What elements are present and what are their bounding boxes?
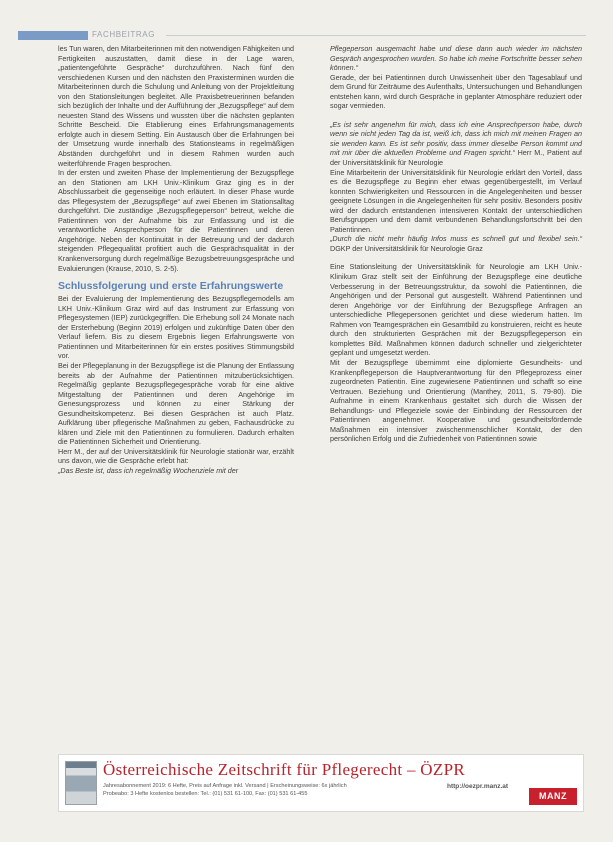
paragraph: Mit der Bezugspflege übernimmt eine diplomierte Gesundheits- und Krankenpflegeperson die Hauptverantwortung für den Pflegeprozess einer zugeordneten Patientin. Eine zugewiesene Patientinnen und schafft so eine Vertrauen. Beziehung und Orientierung (Manthey, 2011, S. 79-80). Die Aufnahme in einem Krankenhaus gestaltet sich durch die Wissen der Behandlungs- und Pflegeziele sowie der Einbindung der Ressourcen der Patientinnen angenehmer. Kooperative und gesundheitsfördernde Maßnahmen ein intensiver zwischenmenschlicher Kontakt, der den persönlichen Erfolg und die Zufriedenheit von Patientinnen sowie [330,357,582,444]
paragraph: In der ersten und zweiten Phase der Implementierung der Bezugspflege an den Stationen am LKH Univ.-Klinikum Graz ging es in der Abschlussarbeit die gegenseitige noch erläutert. In dieser Phase wurde das Pflegesystem der „Bezugspflege“ auf zwei Ebenen im Stationsalltag durchgeführt. Die zuständige „Bezugspflegeperson“ betreut, welche die Patientinnen von der Aufnahme bis zur Entlassung und ist die verantwortliche Ansprechperson für die Patientinnen und deren Angehörige. Neben der Kontinuität in der Betreuung und der dadurch steigenden Pflegequalität profitiert auch die Gesprächsqualität in der Krankenversorgung durch regelmäßige Bezugsbetreuungsgespräche und Evaluierungen (Krause, 2010, S. 2-5). [58,168,294,273]
spacer [330,253,582,262]
paragraph: Eine Stationsleitung der Universitätsklinik für Neurologie am LKH Univ.-Klinikum Graz stellt seit der Einführung der Bezugspflege eine deutliche Verbesserung in der Betreuungsstruktur, da sowohl die Patientinnen, die Angehörigen und der Personal gut ausgestellt. Während Patientinnen und deren Angehörige vor der Einführung der Bezugspflege Anfragen an unterschiedliche Pflegepersonen gerichtet und diese wiederum hatten. Im Rahmen von Teamgesprächen ein Gesamtbild zu konstruieren, reicht es heute durch den strukturierten Gesprächen mit der Bezugspflegeperson ein komplettes Bild. Maßnahmen können dadurch schneller und zielgerichteter geplant und umgesetzt werden. [330,262,582,358]
ad-info [103,783,403,798]
quote-text: „Es ist sehr angenehm für mich, dass ich eine Ansprechperson habe, durch wenn sie nicht jeden Tag da ist, weiß ich, dass ich mich mit meinen Fragen an sie wenden kann. Es ist sehr positiv, dass immer dieselbe Person kommt und mit mir über die aktuellen Probleme und Fragen spricht.“ [330,119,582,158]
publisher-logo: MANZ [529,788,577,805]
quote-attribution: DGKP der Universitätsklinik für Neurologie Graz [330,243,483,253]
ad-info-line: Jahresabonnement 2019: 6 Hefte, Preis auf Anfrage inkl. Versand | Erscheinungsweise: 6x jährlich [103,783,347,789]
section-heading: Schlussfolgerung und erste Erfahrungswerte [58,280,284,293]
patient-quote: „Das Beste ist, dass ich regelmäßig Wochenziele mit der [58,465,239,475]
paragraph: les Tun waren, den Mitarbeiterinnen mit den notwendigen Fähigkeiten und Fertigkeiten auszustatten, damit diese in der Lage waren, „patientengeführte Gespräche“ durchzuführen. Nach fünf den verschiedenen Kursen und den nächsten den Praxisterminen wurden die Mitarbeiterinnen durch die Schulung und Anleitung von der Projektleitung von den Stationsleitungen begleitet. Alle Praxisbetreuerinnen befanden sich bezüglich der Inhalte und der Aufführung der „Bezugspflege“ auf dem neuesten Stand des Wissens und wussten über die nächsten geplanten Schritte Bescheid. Die Etablierung eines Erfahrungsmanagements erfolgte auch in diesem Setting. Ein Austausch über die Erfahrungen bei der Umsetzung wurde innerhalb des Stationsteams in regelmäßigen Abständen durchgeführt und in diesem Rahmen wurden auch weiterführende Fragen besprochen. [58,44,294,168]
quote-attribution: Herr M., Patient auf der Universitätsklinik für Neurologie [330,148,583,168]
section-label: FACHBEITRAG [92,30,156,39]
header-rule [166,35,586,36]
patient-quote-continued: Pflegeperson ausgemacht habe und diese dann auch wieder im nächsten Gespräch angesprochen wurden. So habe ich meine Fortschritte besser sehen können.“ [330,44,582,73]
ad-url-link[interactable]: http://oezpr.manz.at [447,783,509,790]
paragraph: Gerade, der bei Patientinnen durch Unwissenheit über den Tagesablauf und dem Grund für Zeiträume des Aufenthalts, Untersuchungen und Behandlungen entstehen kann, wird durch Gespräche in geplanter Atmosphäre reduziert oder sogar vermieden. [330,72,582,111]
section-color-bar [18,31,88,40]
left-column [58,44,294,476]
quote-block [330,234,582,253]
ad-title: Österreichische Zeitschrift für Pflegerecht – ÖZPR [103,760,465,779]
paragraph: Herr M., der auf der Universitätsklinik für Neurologie stationär war, erzählt uns davon, wie die Gespräche erlebt hat: [58,446,294,466]
quote-text: „Durch die nicht mehr häufig Infos muss es schnell gut und flexibel sein.“ [330,234,582,244]
right-column [330,44,582,444]
ad-info-line: Probeabo: 3 Hefte kostenlos bestellen: Tel.: (01) 531 61-100, Fax: (01) 531 61-455 [103,790,308,797]
spacer [330,111,582,120]
quote-block [330,120,582,168]
paragraph: Bei der Pflegeplanung in der Bezugspflege ist die Planung der Entlassung bereits ab der Aufnahme der Patientinnen mitzuberücksichtigen. Regelmäßig geplante Bezugspflegegespräche vorab für eine aktive Mitgestaltung der Patientinnen und deren Angehörige im Genesungsprozess und können zu einer Stärkung der Gesundheitskompetenz. Bei diesen Gesprächen ist auch Platz. Aufklärung über pflegerische Maßnahmen zu geben, Fachausdrücke zu klären und Ziele mit den Patientinnen zu formulieren. Dadurch erhalten die Patientinnen Sicherheit und Orientierung. [58,360,294,447]
paragraph: Eine Mitarbeiterin der Universitätsklinik für Neurologie erklärt den Vorteil, dass es die Bezugspflege zu Beginn eher etwas gegenübergestellt, im Verlauf konnten Schwierigkeiten und Ressourcen in die Angelegenheiten und besser geeignete Lösungen in die Angelegenheiten für sehr positiv. Besonders positiv wird der dadurch entstandenen intensiveren Kontakt der unterschiedlichen Berufsgruppen und dem damit verbundenen Behandlungsfortschritt bei den Patientinnen. [330,167,582,234]
journal-cover-thumbnail [65,761,97,805]
paragraph: Bei der Evaluierung der Implementierung des Bezugspflegemodells am LKH Univ.-Klinikum Graz wird auf das Instrument zur Erfassung von Pflegesystemen (IEP) zurückgegriffen. Die Erhebung soll 24 Monate nach der Ersterhebung (Beginn 2019) erfolgen und zukünftige Daten über den Verlauf liefern. Bis zu diesem Ergebnis liegen Erfahrungswerte von Patientinnen und Mitarbeiterinnen für ein erstes positives Stimmungsbild vor. [58,294,294,361]
journal-advertisement[interactable] [58,754,584,812]
